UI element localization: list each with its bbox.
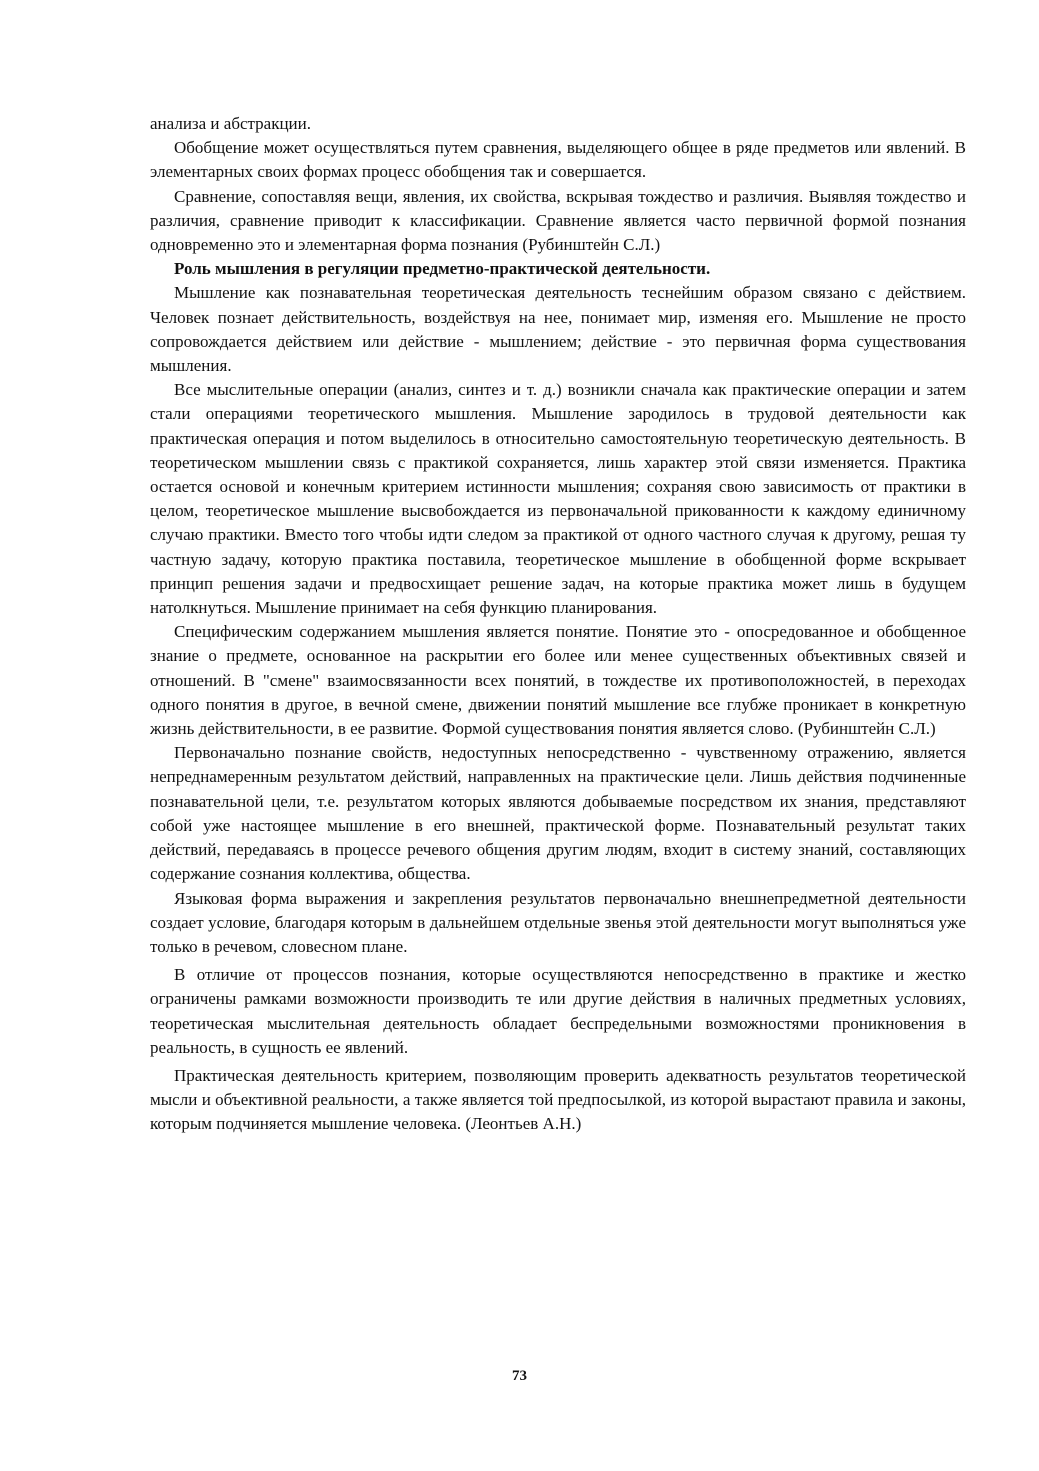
paragraph-practical-activity: Практическая деятельность критерием, позволяющим проверить адекватность результатов теоретической мысли и объективной реальности, а также является той предпосылкой, из которой вырастают правила и законы, которым подчиняется мышление человека. (Леонтьев А.Н.) bbox=[150, 1065, 966, 1134]
paragraph-mental-operations: Все мыслительные операции (анализ, синтез и т. д.) возникли сначала как практические операции и затем стали операциями теоретического мышления. Мышление зародилось в трудовой деятельности как практическая операция и потом выделилось в относительно самостоятельную теоретическую деятельность. В теоретическом мышлении связь с практикой сохраняется, лишь характер этой связи изменяется. Практика остается основой и конечным критерием истинности мышления; сохраняя свою зависимость от практики в целом, теоретическое мышление высвобождается из первоначальной прикованности к каждому единичному случаю практики. Вместо того чтобы идти следом за практикой от одного частного случая к другому, решая ту частную задачу, которую практика поставила, теоретическое мышление в обобщенной форме вскрывает принцип решения задачи и предвосхищает решение задач, на которые практика может лишь в будущем натолкнуться. Мышление принимает на себя функцию планирования. bbox=[150, 380, 966, 618]
paragraph-generalization: Обобщение может осуществляться путем сравнения, выделяющего общее в ряде предметов или явлений. В элементарных своих формах процесс обобщения так и совершается. bbox=[150, 138, 966, 182]
page-body bbox=[150, 112, 966, 1137]
paragraph-comparison: Сравнение, сопоставляя вещи, явления, их свойства, вскрывая тождество и различия. Выявляя тождество и различия, сравнение приводит к классификации. Сравнение является часто первичной формой познания одновременно это и элементарная форма познания (Рубинштейн С.Л.) bbox=[150, 186, 966, 255]
paragraph-continuation: анализа и абстракции. bbox=[150, 114, 312, 133]
paragraph-language-form: Языковая форма выражения и закрепления результатов первоначально внешнепредметной деятельности создает условие, благодаря которым в дальнейшем отдельные звенья этой деятельности могут выполняться уже только в речевом, словесном плане. bbox=[150, 888, 966, 956]
page-number: 73 bbox=[512, 1368, 527, 1384]
section-heading: Роль мышления в регуляции предметно-практической деятельности. bbox=[174, 259, 711, 279]
paragraph-theoretical-activity: В отличие от процессов познания, которые осуществляются непосредственно в практике и жестко ограничены рамками возможности производить те или другие действия в наличных предметных условиях, теоретическая мыслительная деятельность обладает беспредельными возможностями проникновения в реальность, в сущность ее явлений. bbox=[150, 965, 966, 1057]
paragraph-thinking-action: Мышление как познавательная теоретическая деятельность теснейшим образом связано с действием. Человек познает действительность, воздействуя на нее, понимает мир, изменяя его. Мышление не просто сопровождается действием или действие - мышлением; действие - это первичная форма существования мышления. bbox=[150, 283, 966, 376]
paragraph-cognition: Первоначально познание свойств, недоступных непосредственно - чувственному отражению, является непреднамеренным результатом действий, направленных на практические цели. Лишь действия подчиненные познавательной цели, т.е. результатом которых являются добываемые посредством их знания, представляют собой уже настоящее мышление в его внешней, практической форме. Познавательный результат таких действий, передаваясь в процессе речевого общения другим людям, входит в систему знаний, составляющих содержание сознания коллектива, общества. bbox=[150, 743, 966, 884]
paragraph-concept: Специфическим содержанием мышления является понятие. Понятие это - опосредованное и обобщенное знание о предмете, основанное на раскрытии его более или менее существенных объективных связей и отношений. В "смене" взаимосвязанности всех понятий, в тождестве их противоположностей, в переходах одного понятия в другое, в вечной смене, движении понятий мышление все глубже проникает в конкретную жизнь действительности, в ее развитие. Формой существования понятия является слово. (Рубинштейн С.Л.) bbox=[150, 622, 966, 739]
